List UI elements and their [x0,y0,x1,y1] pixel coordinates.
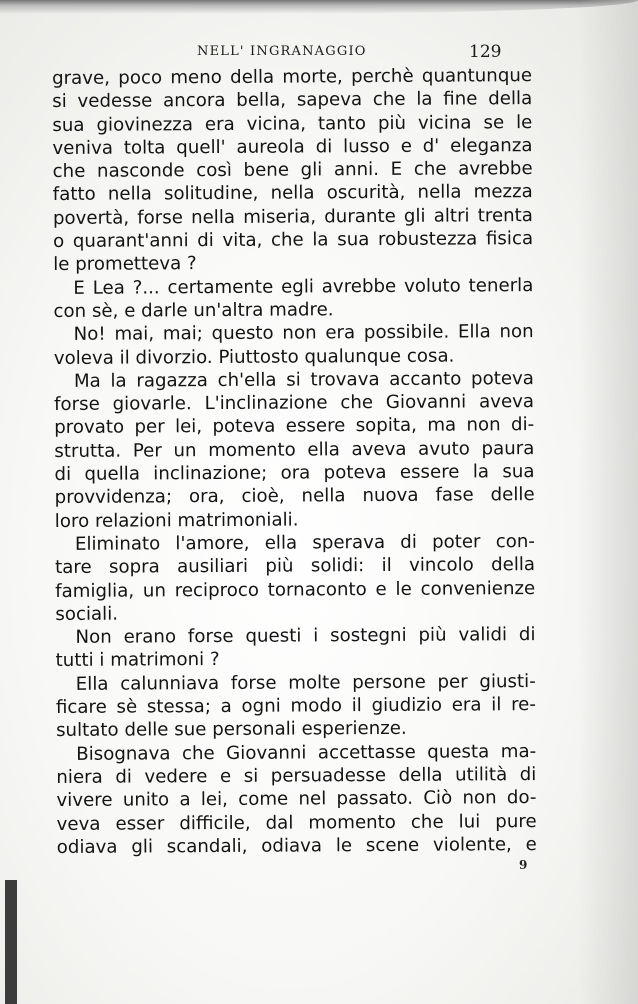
text-line: Eliminato l'amore, ella sperava di poter con- [74,530,535,555]
text-line: E Lea ?... certamente egli avrebbe voluto tenerla [73,274,534,299]
text-line: provato per lei, poteva essere sopita, ma non di- [54,414,535,439]
text-line: fatto nella solitudine, nella oscurità, nella mezza [52,181,533,206]
text-line: odiava gli scandali, odiava le scene violente, e [56,833,537,858]
text-line: Non erano forse questi i sostegni più validi di [75,624,536,648]
page-curl-shadow [0,0,638,14]
text-line: tare sopra ausiliari più solidi: il vincolo della [54,554,536,579]
text-line: o quarant'anni di vita, che la sua robustezza fisica [53,228,534,253]
text-line: veva esser difficile, dal momento che lui pure [56,810,537,835]
text-line: No! mai, mai; questo non era possibile. Ella non [73,321,534,346]
text-line: si vedesse ancora bella, sapeva che la fine della [52,88,533,113]
text-line: sua giovinezza era vicina, tanto più vicina se le [52,111,533,136]
text-line: famiglia, un reciproco tornaconto e le convenienze [55,577,536,602]
text-line: voleva il divorzio. Piuttosto qualunque cosa. [53,345,455,369]
text-line: tutti i matrimoni ? [55,649,220,672]
text-line: vivere unito a lei, come nel passato. Ciò non do- [56,787,537,812]
text-line: provvidenza; ora, cioè, nella nuova fase delle [54,484,535,509]
text-line: strutta. Per un momento ella aveva avuto paura [54,437,535,462]
text-line: sultato delle sue personali esperienze. [55,718,407,742]
text-line: che nasconde così bene gli anni. E che avrebbe [52,158,533,183]
text-line: le prometteva ? [53,253,197,276]
body-text [52,64,537,859]
text-line: Bisognava che Giovanni accettasse questa ma- [76,740,537,765]
text-line: forse giovarle. L'inclinazione che Giovanni aveva [53,391,535,416]
text-line: Ella calunniava forse molte persone per giusti- [75,670,536,695]
page-number: 129 [469,42,502,62]
text-line: ficare sè stessa; a ogni modo il giudizio era il re- [55,694,536,719]
text-line: veniva tolta quell' aureola di lusso e d' eleganza [52,134,533,159]
text-line: Ma la ragazza ch'ella si trovava accanto poteva [73,367,534,392]
text-line: sociali. [55,603,119,625]
text-line: di quella inclinazione; ora poteva essere la sua [54,461,535,486]
text-line: con sè, e darle un'altra madre. [53,299,334,322]
text-line: niera di vedere e si persuadesse della utilità di [56,763,537,788]
text-line: povertà, forse nella miseria, durante gli altri trenta [52,204,533,229]
signature-mark: 9 [519,858,528,872]
running-title: NELL' INGRANAGGIO [197,44,367,59]
gutter-shade [578,0,638,1004]
text-line: grave, poco meno della morte, perchè quantunque [52,65,533,89]
scan-edge-bar [5,880,17,1004]
text-line: loro relazioni matrimoniali. [54,509,299,532]
